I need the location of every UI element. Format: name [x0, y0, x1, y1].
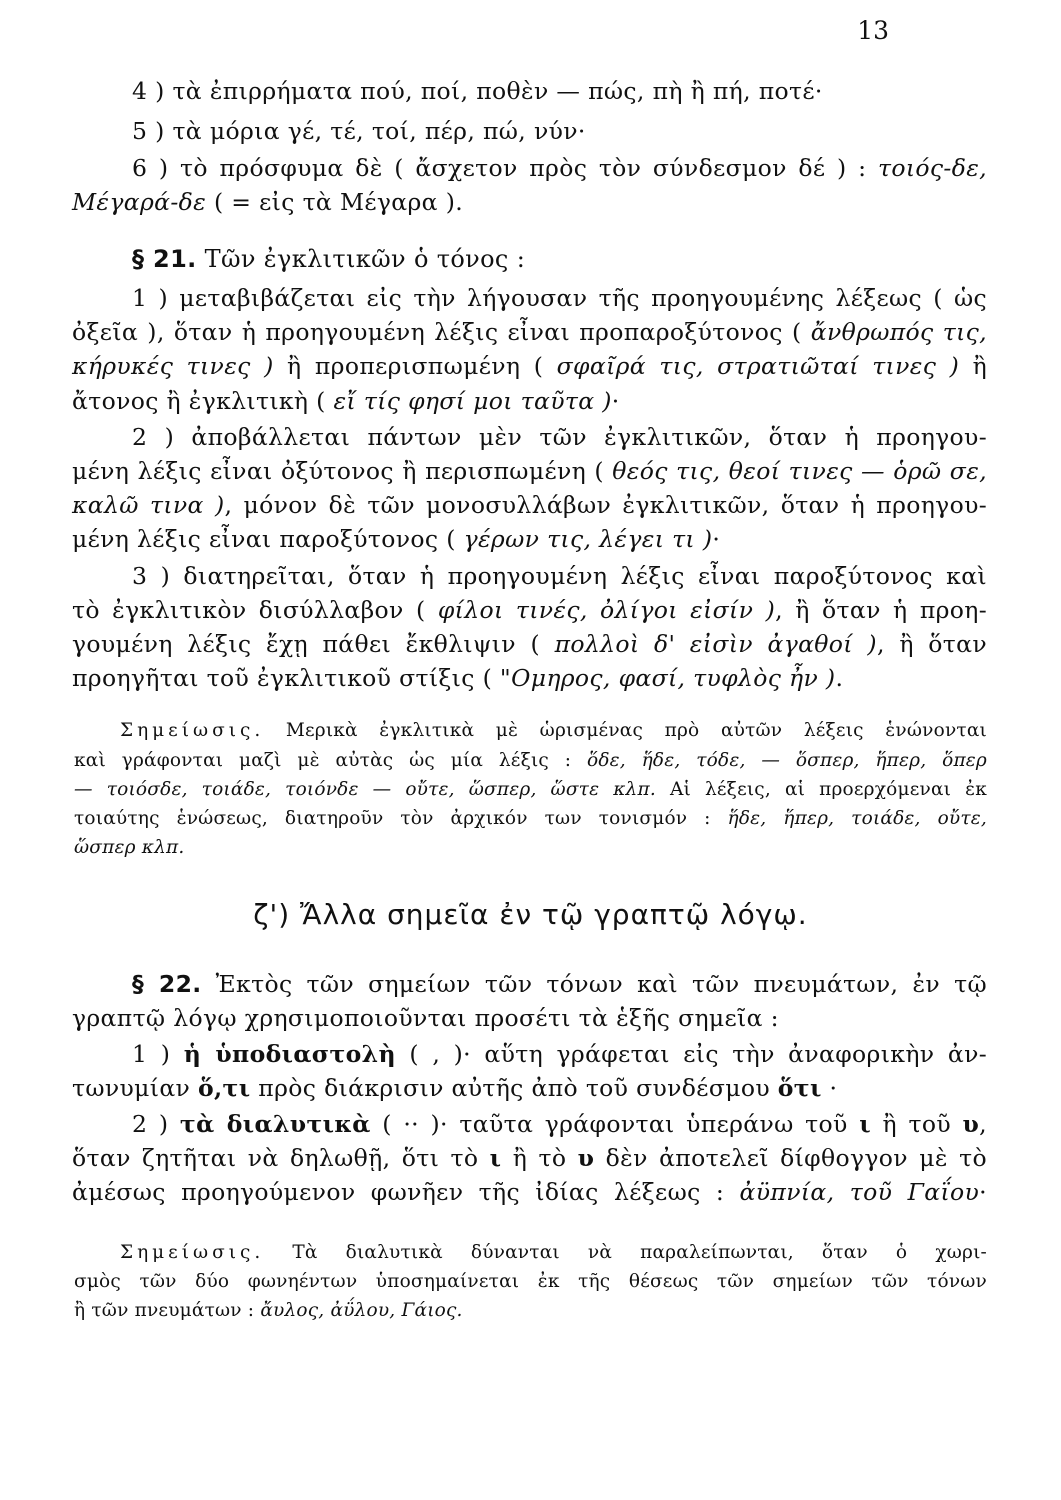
note-2-line	[74, 1266, 987, 1298]
list-item-6	[132, 152, 987, 184]
section-22-mark: § 22.	[132, 970, 202, 998]
section-21-mark: § 21.	[132, 245, 197, 273]
example-span: ὥσπερ κλπ.	[74, 837, 185, 858]
page-number-text: 13	[857, 16, 889, 45]
example-span: ὅδε, ἥδε, τόδε, — ὅσπερ, ἥπερ, ὅπερ	[586, 750, 988, 771]
text-span: , μόνον δὲ τῶν μονοσυλλάβων ἐγκλιτικῶν, ὅταν ἡ προηγου-	[224, 491, 987, 519]
example-span: εἴ τίς φησί μοι ταῦτα )	[333, 387, 612, 415]
text-span: .	[835, 664, 844, 692]
note-1-line	[120, 715, 987, 747]
bold-term: ὅτι	[777, 1074, 822, 1102]
section-22-item-2-continued	[72, 1176, 987, 1208]
text-span: 3 ) διατηρεῖται, ὅταν ἡ προηγουμένη λέξις εἶναι παροξύτονος καὶ	[132, 562, 987, 590]
section-21-line	[72, 316, 987, 348]
section-21-line	[72, 350, 987, 382]
note-2-line	[74, 1295, 987, 1327]
bold-letter: ι	[859, 1110, 871, 1138]
text-span: 1 )	[132, 1040, 184, 1068]
section-21-line	[72, 628, 987, 660]
text-span: καὶ γράφονται μαζὶ μὲ αὐτὰς ὡς μία λέξις :	[74, 750, 587, 771]
bold-letter: υ	[962, 1110, 980, 1138]
megara-gloss: ( = εἰς τὰ Μέγαρα ).	[213, 188, 464, 216]
section-22-item-1-continued	[72, 1072, 987, 1104]
note-1-line	[74, 832, 987, 864]
example-span: "Ομηρος, φασί, τυφλὸς ἦν )	[499, 664, 836, 692]
bold-letter: ι	[489, 1144, 502, 1172]
text-span: μένη λέξις εἶναι ὀξύτονος ἢ περισπωμένη (	[72, 457, 613, 485]
text-span: ·	[712, 525, 721, 553]
text-span: ( ·· )· ταῦτα γράφονται ὑπεράνω τοῦ	[370, 1110, 860, 1138]
section-22-item-1	[132, 1038, 987, 1070]
example-span: — τοιόσδε, τοιάδε, τοιόνδε — οὔτε, ὥσπερ, ὥστε κλπ.	[74, 779, 656, 800]
text-span: 2 )	[132, 1110, 180, 1138]
section-heading: ζ') Ἄλλα σημεῖα ἐν τῷ γραπτῷ λόγῳ.	[253, 898, 808, 931]
section-21-line	[72, 455, 987, 487]
list-item-5	[132, 115, 987, 147]
text-span: ·	[821, 1074, 838, 1102]
section-21-line	[72, 385, 987, 417]
list-item-4-text: 4 ) τὰ ἐπιρρήματα πού, ποί, ποθὲν — πώς, πὴ ἢ πή, ποτέ·	[132, 77, 823, 105]
text-span: τωνυμίαν	[72, 1074, 198, 1102]
example-span: κήρυκές τινες )	[72, 352, 274, 380]
example-span: καλῶ τινα )	[72, 491, 225, 519]
note-1-line	[74, 745, 987, 777]
note-1-line	[74, 774, 987, 806]
text-span: μένη λέξις εἶναι παροξύτονος (	[72, 525, 464, 553]
text-span: Μερικὰ ἐγκλιτικὰ μὲ ὡρισμένας πρὸ αὐτῶν λέξεις ἑνώνονται	[285, 720, 987, 741]
text-span: σμὸς τῶν δύο φωνηέντων ὑποσημαίνεται ἐκ τῆς θέσεως τῶν σημείων τῶν τόνων	[74, 1271, 987, 1292]
bold-term: τὰ διαλυτικὰ	[179, 1110, 371, 1138]
text-span: 2 ) ἀποβάλλεται πάντων μὲν τῶν ἐγκλιτικῶν, ὅταν ἡ προηγου-	[132, 423, 987, 451]
text-span: ( , )· αὕτη γράφεται εἰς τὴν ἀναφορικὴν ἀν-	[395, 1040, 987, 1068]
bold-term: ὅ,τι	[198, 1074, 251, 1102]
list-item-6-continued	[72, 186, 987, 218]
text-span: ἢ τῶν πνευμάτων :	[74, 1300, 261, 1321]
section-22-line	[72, 1002, 987, 1034]
text-span: τὸ ἐγκλιτικὸν δισύλλαβον (	[72, 596, 438, 624]
note-1-label: Σημείωσις.	[120, 720, 265, 741]
example-span: θεός τις, θεοί τινες — ὁρῶ σε,	[612, 457, 987, 485]
section-21-line	[132, 282, 987, 314]
example-span: γέρων τις, λέγει τι )	[463, 525, 713, 553]
megara-word: Μέγαρά-δε	[72, 188, 207, 216]
text-span: ἢ προπερισπωμένη (	[273, 352, 557, 380]
text-span: ·	[979, 1178, 987, 1206]
example-span: φίλοι τινές, ὀλίγοι εἰσίν )	[437, 596, 776, 624]
section-21-line	[132, 421, 987, 453]
text-span: ἢ	[959, 352, 988, 380]
list-item-6-text: 6 ) τὸ πρόσφυμα δὲ ( ἄσχετον πρὸς τὸν σύνδεσμον δέ ) :	[132, 154, 867, 182]
example-span: σφαῖρά τις, στρατιῶταί τινες )	[556, 352, 960, 380]
text-span: τοιαύτης ἑνώσεως, διατηροῦν τὸν ἀρχικόν των τονισμόν :	[74, 808, 728, 829]
text-span: ὅταν ζητῆται νὰ δηλωθῇ, ὅτι τὸ	[72, 1144, 490, 1172]
section-21-intro	[132, 243, 987, 275]
example-span: ἀϋπνία, τοῦ Γαΐου	[739, 1178, 980, 1206]
text-span: προηγῆται τοῦ ἐγκλιτικοῦ στίξις (	[72, 664, 500, 692]
text-span: 1 ) μεταβιβάζεται εἰς τὴν λήγουσαν τῆς προηγουμένης λέξεως ( ὡς	[132, 284, 987, 312]
section-21-line	[72, 594, 987, 626]
list-item-6-example: τοιός-δε,	[877, 154, 987, 182]
note-1-line	[74, 803, 987, 835]
list-item-5-text: 5 ) τὰ μόρια γέ, τέ, τοί, πέρ, πώ, νύν·	[132, 117, 586, 145]
text-span: ,	[979, 1110, 987, 1138]
bold-term: ἡ ὑποδιαστολὴ	[183, 1040, 396, 1068]
text-span: Ἐκτὸς τῶν σημείων τῶν τόνων καὶ τῶν πνευμάτων, ἐν τῷ	[215, 970, 987, 998]
text-span: γραπτῷ λόγῳ χρησιμοποιοῦνται προσέτι τὰ ἑξῆς σημεῖα :	[72, 1004, 779, 1032]
text-span: ἄτονος ἢ ἐγκλιτικὴ (	[72, 387, 334, 415]
bold-letter: υ	[577, 1144, 595, 1172]
page-number	[857, 16, 889, 45]
example-span: ἥδε, ἥπερ, τοιάδε, οὔτε,	[727, 808, 987, 829]
text-span: δὲν ἀποτελεῖ δίφθογγον μὲ τὸ	[594, 1144, 987, 1172]
section-22-line	[132, 968, 987, 1000]
section-21-line	[72, 662, 987, 694]
text-span: Αἱ λέξεις, αἱ προερχόμεναι ἐκ	[655, 779, 988, 800]
text-span: ἀμέσως προηγούμενον φωνῆεν τῆς ἰδίας λέξεως :	[72, 1178, 740, 1206]
text-span: Τὰ διαλυτικὰ δύνανται νὰ παραλείπωνται, ὅταν ὁ χωρι-	[292, 1242, 987, 1263]
example-span: πολλοὶ δ' εἰσὶν ἀγαθοί )	[554, 630, 877, 658]
text-span: ἢ τὸ	[501, 1144, 578, 1172]
section-21-intro-text: Τῶν ἐγκλιτικῶν ὁ τόνος :	[204, 245, 526, 273]
list-item-4	[132, 75, 987, 107]
text-span: γουμένη λέξις ἔχῃ πάθει ἔκθλιψιν (	[72, 630, 555, 658]
section-21-line	[72, 489, 987, 521]
section-22-item-2	[132, 1108, 987, 1140]
section-22-item-2-continued	[72, 1142, 987, 1174]
text-span: ἢ τοῦ	[870, 1110, 963, 1138]
text-span: , ἢ ὅταν	[876, 630, 988, 658]
text-span: πρὸς διάκρισιν αὐτῆς ἀπὸ τοῦ συνδέσμου	[250, 1074, 778, 1102]
note-2-label: Σημείωσις.	[120, 1242, 265, 1263]
example-span: ἄυλος, ἀΰλου, Γάιος.	[260, 1300, 463, 1321]
section-21-line	[132, 560, 987, 592]
note-2-line	[120, 1237, 987, 1269]
example-span: ἄνθρωπός τις,	[810, 318, 987, 346]
text-span: ·	[611, 387, 620, 415]
text-span: ὀξεῖα ), ὅταν ἡ προηγουμένη λέξις εἶναι προπαροξύτονος (	[72, 318, 811, 346]
section-21-line	[72, 523, 987, 555]
text-span: , ἢ ὅταν ἡ προη-	[775, 596, 987, 624]
